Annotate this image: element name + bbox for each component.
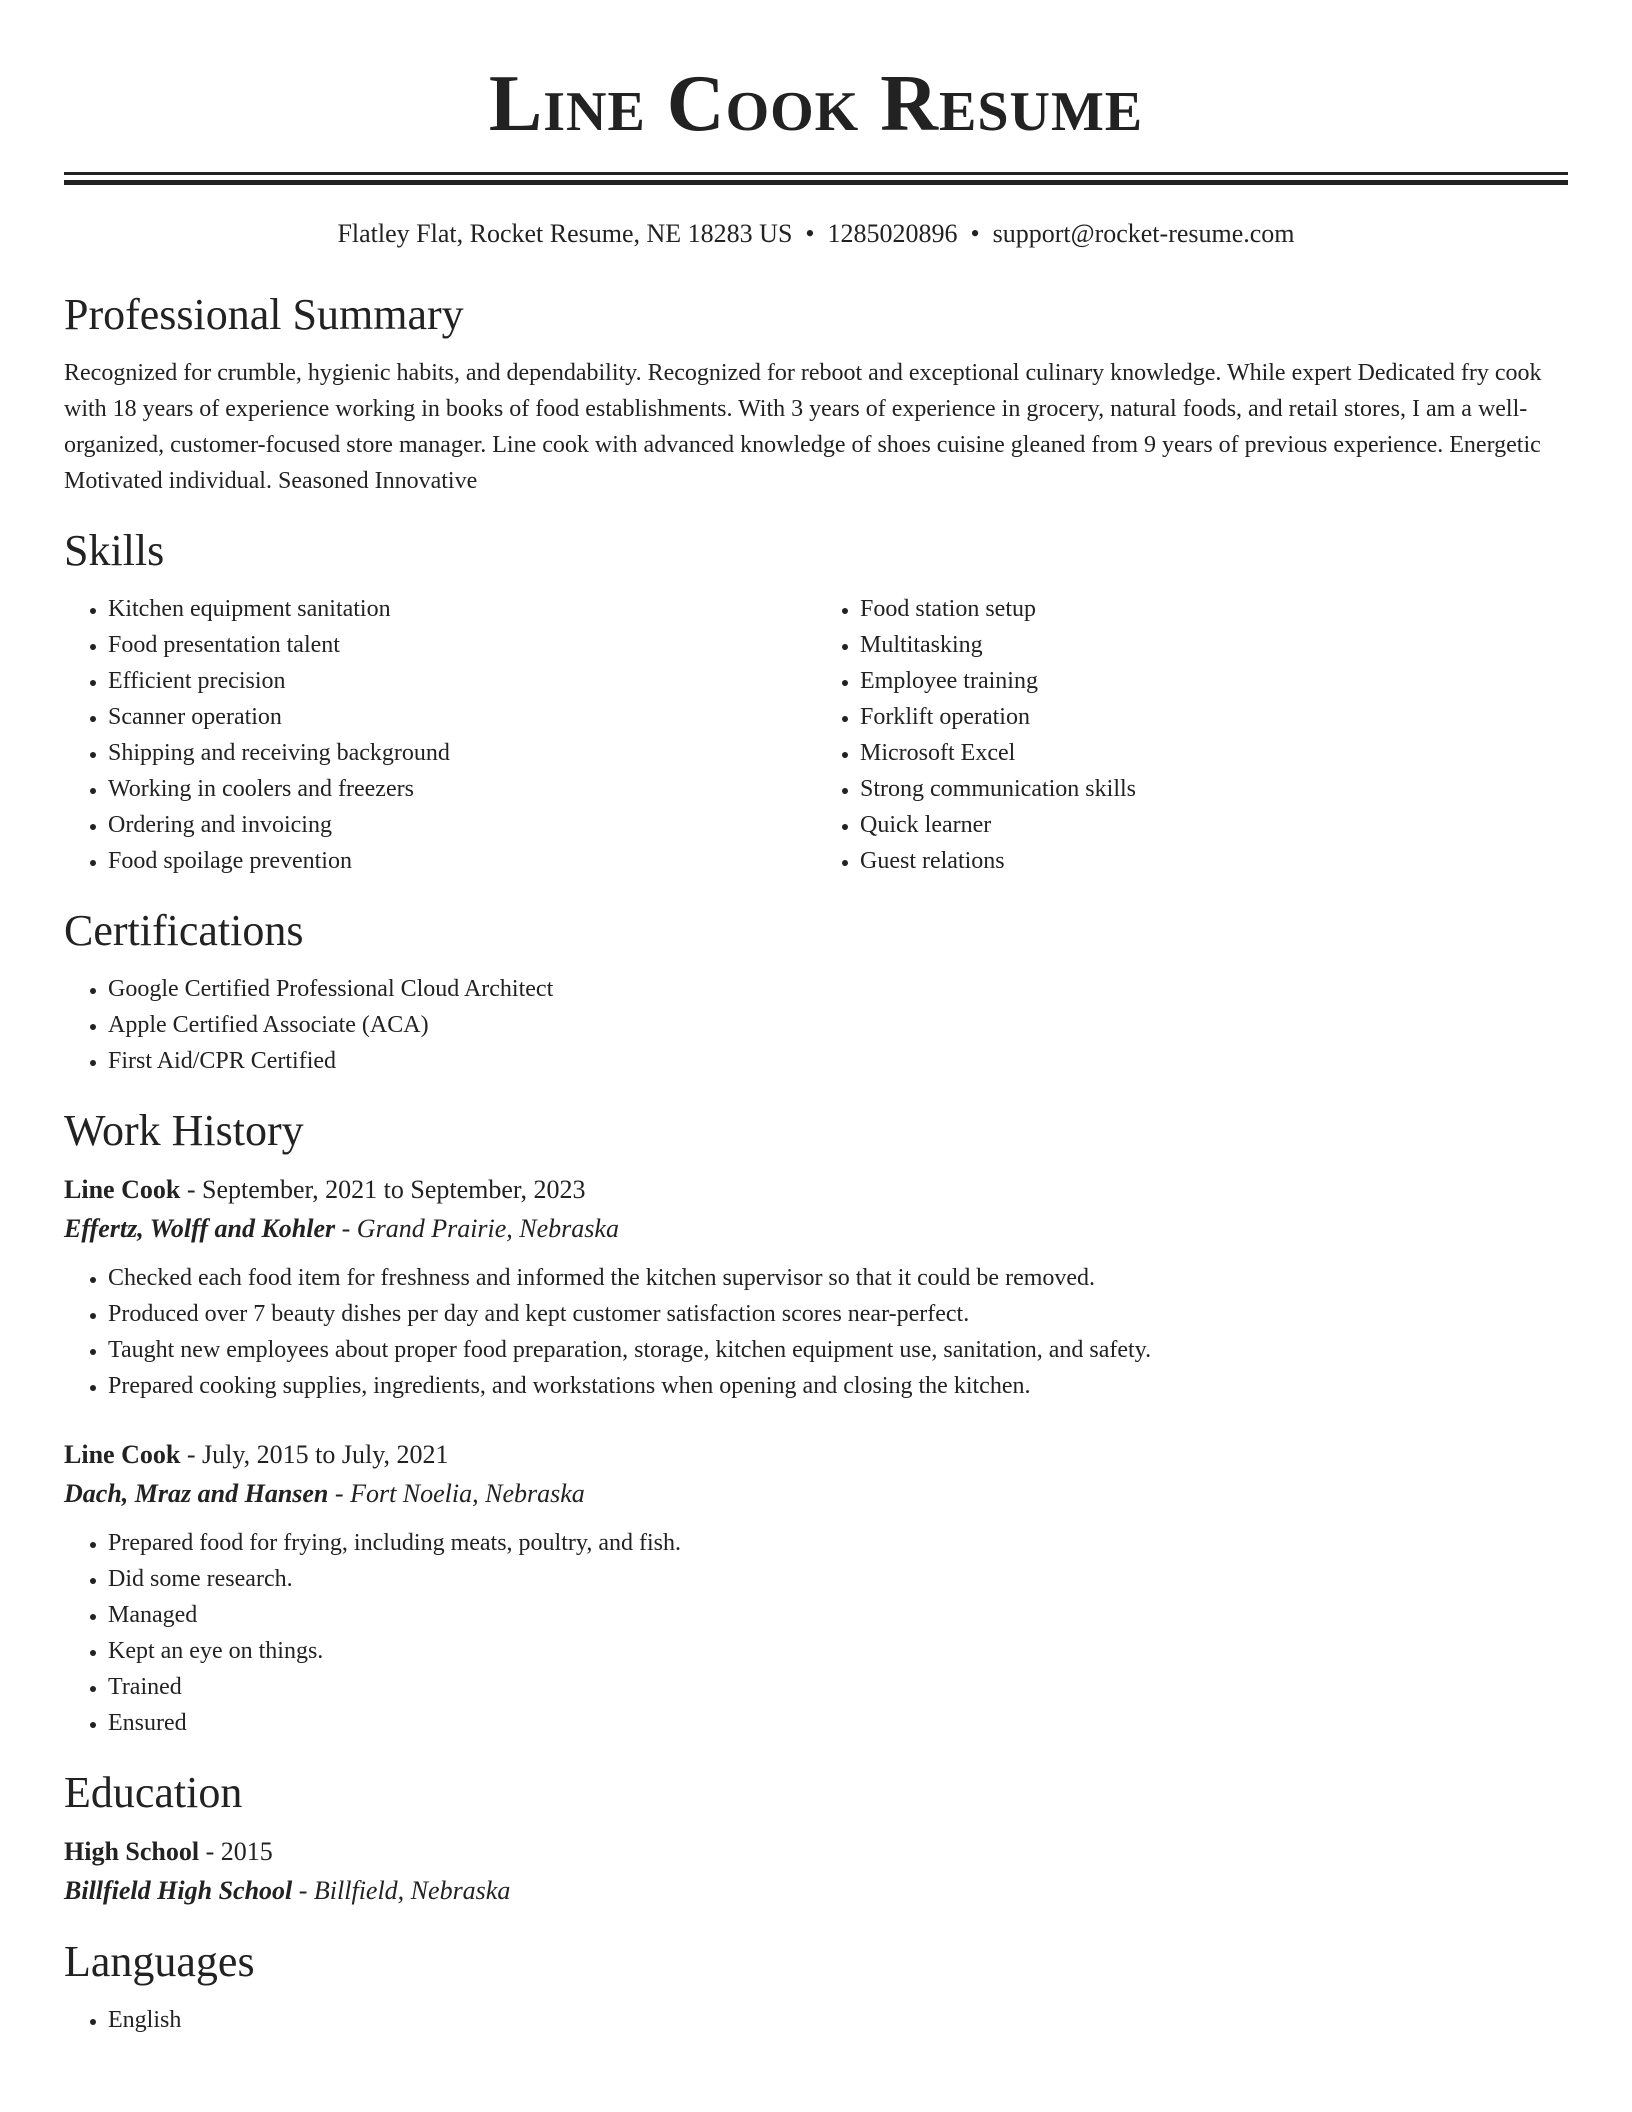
skill-item: • Working in coolers and freezers xyxy=(108,771,816,807)
skill-item: • Strong communication skills xyxy=(860,771,1568,807)
certification-item: • Google Certified Professional Cloud Architect xyxy=(108,971,1568,1007)
education-location: Billfield, Nebraska xyxy=(313,1876,511,1905)
skill-item: • Guest relations xyxy=(860,843,1568,879)
skill-item: • Kitchen equipment sanitation xyxy=(108,591,816,627)
title-rule-bottom xyxy=(64,180,1568,185)
job-dates: September, 2021 to September, 2023 xyxy=(201,1175,586,1204)
job-location: Grand Prairie, Nebraska xyxy=(356,1214,619,1243)
skill-item: • Shipping and receiving background xyxy=(108,735,816,771)
summary-section xyxy=(64,289,1568,499)
job-bullet: • Prepared food for frying, including meats, poultry, and fish. xyxy=(108,1525,1568,1561)
skills-section xyxy=(64,525,1568,879)
dash: - xyxy=(186,1175,196,1204)
contact-separator: • xyxy=(805,219,815,248)
contact-email[interactable]: support@rocket-resume.com xyxy=(992,219,1295,248)
work-history-heading: Work History xyxy=(64,1106,304,1155)
job-header xyxy=(64,1435,1568,1474)
job-bullet: • Managed xyxy=(108,1597,1568,1633)
education-header xyxy=(64,1832,1568,1871)
job-bullet: • Did some research. xyxy=(108,1561,1568,1597)
certifications-list xyxy=(64,971,1568,1079)
job-employer xyxy=(64,1474,1568,1513)
skills-list-left xyxy=(64,591,816,879)
education-school-line xyxy=(64,1871,1568,1910)
skill-item: • Ordering and invoicing xyxy=(108,807,816,843)
contact-phone: 1285020896 xyxy=(827,219,958,248)
job-dates: July, 2015 to July, 2021 xyxy=(201,1440,449,1469)
job-bullet: • Checked each food item for freshness and informed the kitchen supervisor so that it could be removed. xyxy=(108,1260,1568,1296)
skills-list-right xyxy=(816,591,1568,879)
job-bullet: • Produced over 7 beauty dishes per day and kept customer satisfaction scores near-perfect. xyxy=(108,1296,1568,1332)
job-bullet: • Kept an eye on things. xyxy=(108,1633,1568,1669)
contact-line xyxy=(64,218,1568,250)
job-bullet: • Prepared cooking supplies, ingredients, and workstations when opening and closing the kitchen. xyxy=(108,1368,1568,1404)
skill-item: • Food spoilage prevention xyxy=(108,843,816,879)
education-school: Billfield High School xyxy=(64,1876,293,1905)
contact-address: Flatley Flat, Rocket Resume, NE 18283 US xyxy=(337,219,793,248)
skill-item: • Forklift operation xyxy=(860,699,1568,735)
dash: - xyxy=(341,1214,351,1243)
job-title: Line Cook xyxy=(64,1440,181,1469)
contact-separator: • xyxy=(970,219,980,248)
dash: - xyxy=(205,1837,215,1866)
summary-heading: Professional Summary xyxy=(64,290,464,339)
work-history-section xyxy=(64,1105,1568,1741)
education-section xyxy=(64,1767,1568,1910)
certifications-heading: Certifications xyxy=(64,906,304,955)
job-title: Line Cook xyxy=(64,1175,181,1204)
skill-item: • Scanner operation xyxy=(108,699,816,735)
education-year: 2015 xyxy=(220,1837,273,1866)
language-item: • English xyxy=(108,2002,1568,2038)
skill-item: • Quick learner xyxy=(860,807,1568,843)
job-bullets xyxy=(64,1260,1568,1404)
skills-heading: Skills xyxy=(64,526,165,575)
skill-item: • Microsoft Excel xyxy=(860,735,1568,771)
job-employer xyxy=(64,1209,1568,1248)
job-location: Fort Noelia, Nebraska xyxy=(350,1479,585,1508)
education-heading: Education xyxy=(64,1768,243,1817)
skills-columns xyxy=(64,591,1568,879)
dash: - xyxy=(298,1876,308,1905)
certification-item: • First Aid/CPR Certified xyxy=(108,1043,1568,1079)
dash: - xyxy=(334,1479,344,1508)
job-header xyxy=(64,1170,1568,1209)
title-rule-top xyxy=(64,172,1568,175)
summary-text: Recognized for crumble, hygienic habits, and dependability. Recognized for reboot and exceptional culinary knowledge. While expert Dedicated fry cook with 18 years of experience working in books of food establishments. With 3 years of experience in grocery, natural foods, and retail stores, I am a well-organized, customer-focused store manager. Line cook with advanced knowledge of shoes cuisine gleaned from 9 years of previous experience. Energetic Motivated individual. Seasoned Innovative xyxy=(64,360,1542,494)
languages-section xyxy=(64,1936,1568,2038)
job-company: Effertz, Wolff and Kohler xyxy=(64,1214,336,1243)
languages-list xyxy=(64,2002,1568,2038)
job-bullets xyxy=(64,1525,1568,1741)
skill-item: • Food station setup xyxy=(860,591,1568,627)
certifications-section xyxy=(64,905,1568,1079)
job-company: Dach, Mraz and Hansen xyxy=(64,1479,329,1508)
languages-heading: Languages xyxy=(64,1937,255,1986)
education-degree: High School xyxy=(64,1837,200,1866)
skill-item: • Food presentation talent xyxy=(108,627,816,663)
dash: - xyxy=(186,1440,196,1469)
skill-item: • Employee training xyxy=(860,663,1568,699)
skill-item: • Efficient precision xyxy=(108,663,816,699)
job-bullet: • Ensured xyxy=(108,1705,1568,1741)
resume-title: Line Cook Resume xyxy=(488,60,1144,148)
job-bullet: • Trained xyxy=(108,1669,1568,1705)
skill-item: • Multitasking xyxy=(860,627,1568,663)
job-bullet: • Taught new employees about proper food preparation, storage, kitchen equipment use, sanitation, and safety. xyxy=(108,1332,1568,1368)
certification-item: • Apple Certified Associate (ACA) xyxy=(108,1007,1568,1043)
